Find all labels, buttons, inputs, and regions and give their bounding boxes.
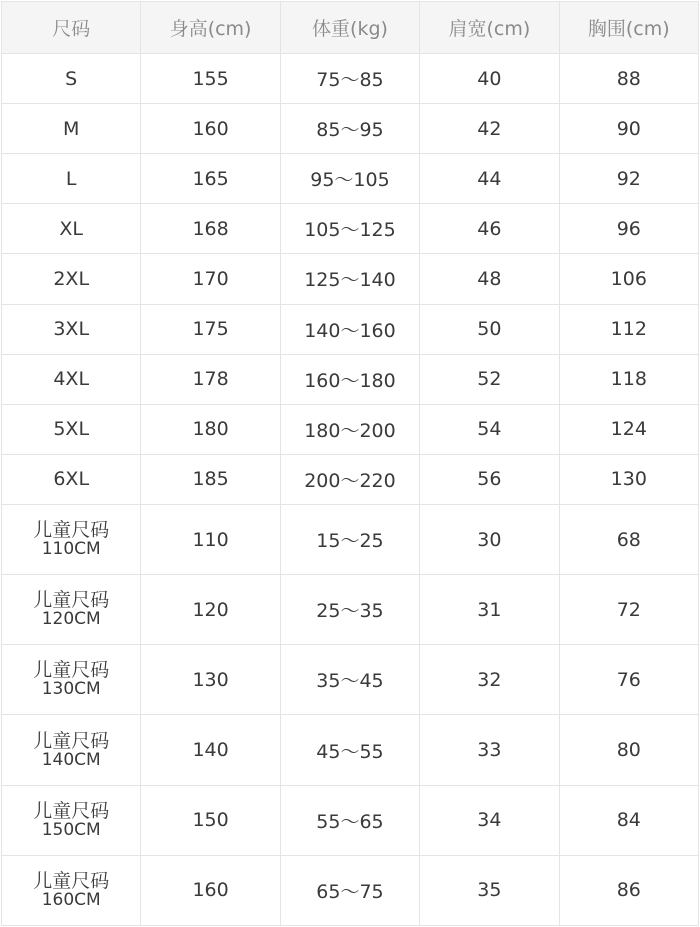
cell-size	[2, 204, 141, 254]
cell-size	[2, 785, 141, 855]
cell-chest: 130	[559, 454, 698, 504]
cell-height: 155	[141, 54, 280, 104]
cell-shoulder: 30	[420, 504, 559, 574]
cell-chest: 118	[559, 354, 698, 404]
cell-height: 120	[141, 575, 280, 645]
table-row	[2, 354, 699, 404]
size-sublabel: 130CM	[41, 679, 101, 700]
cell-shoulder: 35	[420, 855, 559, 925]
size-label: XL	[59, 217, 83, 240]
cell-weight: 65～75	[280, 855, 419, 925]
cell-chest: 92	[559, 154, 698, 204]
cell-weight: 25～35	[280, 575, 419, 645]
header-height: 身高(cm)	[141, 2, 280, 54]
size-label: 2XL	[53, 267, 90, 290]
size-sublabel: 120CM	[41, 609, 101, 630]
cell-size	[2, 54, 141, 104]
cell-size	[2, 454, 141, 504]
cell-size	[2, 104, 141, 154]
table-row	[2, 785, 699, 855]
cell-weight: 125～140	[280, 254, 419, 304]
cell-weight: 180～200	[280, 404, 419, 454]
table-header	[2, 2, 699, 54]
header-weight: 体重(kg)	[280, 2, 419, 54]
cell-shoulder: 56	[420, 454, 559, 504]
cell-chest: 88	[559, 54, 698, 104]
table-row	[2, 575, 699, 645]
size-label: 3XL	[53, 318, 90, 341]
size-label: L	[65, 167, 77, 190]
table-row	[2, 204, 699, 254]
cell-chest: 90	[559, 104, 698, 154]
table-row	[2, 54, 699, 104]
cell-weight: 85～95	[280, 104, 419, 154]
size-label: 儿童尺码	[33, 729, 110, 752]
cell-height: 130	[141, 645, 280, 715]
cell-weight: 160～180	[280, 354, 419, 404]
size-label: 5XL	[53, 418, 90, 441]
cell-height: 140	[141, 715, 280, 785]
table-row	[2, 154, 699, 204]
table-row	[2, 715, 699, 785]
cell-weight: 95～105	[280, 154, 419, 204]
header-row	[2, 2, 699, 54]
cell-height: 180	[141, 404, 280, 454]
cell-weight: 15～25	[280, 504, 419, 574]
size-label: 儿童尺码	[33, 589, 110, 612]
cell-size	[2, 304, 141, 354]
cell-height: 168	[141, 204, 280, 254]
cell-shoulder: 34	[420, 785, 559, 855]
cell-height: 178	[141, 354, 280, 404]
cell-chest: 80	[559, 715, 698, 785]
size-label: 4XL	[53, 368, 90, 391]
cell-chest: 124	[559, 404, 698, 454]
cell-shoulder: 52	[420, 354, 559, 404]
table-row	[2, 454, 699, 504]
cell-chest: 96	[559, 204, 698, 254]
cell-size	[2, 154, 141, 204]
cell-shoulder: 48	[420, 254, 559, 304]
table-row	[2, 104, 699, 154]
cell-height: 160	[141, 104, 280, 154]
cell-weight: 55～65	[280, 785, 419, 855]
cell-chest: 106	[559, 254, 698, 304]
cell-weight: 200～220	[280, 454, 419, 504]
table-row	[2, 855, 699, 925]
table-row	[2, 304, 699, 354]
cell-size	[2, 254, 141, 304]
cell-chest: 84	[559, 785, 698, 855]
size-label: 儿童尺码	[33, 659, 110, 682]
cell-shoulder: 46	[420, 204, 559, 254]
cell-height: 150	[141, 785, 280, 855]
header-chest: 胸围(cm)	[559, 2, 698, 54]
cell-chest: 72	[559, 575, 698, 645]
table-row	[2, 645, 699, 715]
cell-size	[2, 504, 141, 574]
table-body	[2, 54, 699, 926]
cell-weight: 35～45	[280, 645, 419, 715]
cell-chest: 76	[559, 645, 698, 715]
cell-weight: 75～85	[280, 54, 419, 104]
cell-shoulder: 44	[420, 154, 559, 204]
header-size: 尺码	[2, 2, 141, 54]
cell-height: 185	[141, 454, 280, 504]
cell-height: 110	[141, 504, 280, 574]
cell-chest: 86	[559, 855, 698, 925]
cell-size	[2, 575, 141, 645]
cell-chest: 68	[559, 504, 698, 574]
cell-shoulder: 54	[420, 404, 559, 454]
size-sublabel: 110CM	[41, 539, 101, 560]
table-row	[2, 404, 699, 454]
size-label: M	[62, 117, 80, 140]
cell-height: 175	[141, 304, 280, 354]
cell-height: 165	[141, 154, 280, 204]
cell-shoulder: 33	[420, 715, 559, 785]
cell-size	[2, 404, 141, 454]
cell-chest: 112	[559, 304, 698, 354]
header-shoulder: 肩宽(cm)	[420, 2, 559, 54]
cell-shoulder: 50	[420, 304, 559, 354]
cell-height: 160	[141, 855, 280, 925]
size-label: 儿童尺码	[33, 519, 110, 542]
cell-shoulder: 42	[420, 104, 559, 154]
size-chart-table	[1, 1, 699, 926]
cell-size	[2, 855, 141, 925]
table-row	[2, 254, 699, 304]
cell-shoulder: 31	[420, 575, 559, 645]
size-label: 儿童尺码	[33, 869, 110, 892]
size-sublabel: 140CM	[41, 749, 101, 770]
cell-height: 170	[141, 254, 280, 304]
cell-weight: 140～160	[280, 304, 419, 354]
size-label: S	[65, 67, 78, 90]
cell-weight: 45～55	[280, 715, 419, 785]
cell-size	[2, 354, 141, 404]
size-label: 儿童尺码	[33, 799, 110, 822]
size-label: 6XL	[53, 468, 90, 491]
cell-size	[2, 715, 141, 785]
table-row	[2, 504, 699, 574]
cell-shoulder: 40	[420, 54, 559, 104]
size-sublabel: 160CM	[41, 889, 101, 910]
size-sublabel: 150CM	[41, 819, 101, 840]
cell-weight: 105～125	[280, 204, 419, 254]
cell-size	[2, 645, 141, 715]
cell-shoulder: 32	[420, 645, 559, 715]
